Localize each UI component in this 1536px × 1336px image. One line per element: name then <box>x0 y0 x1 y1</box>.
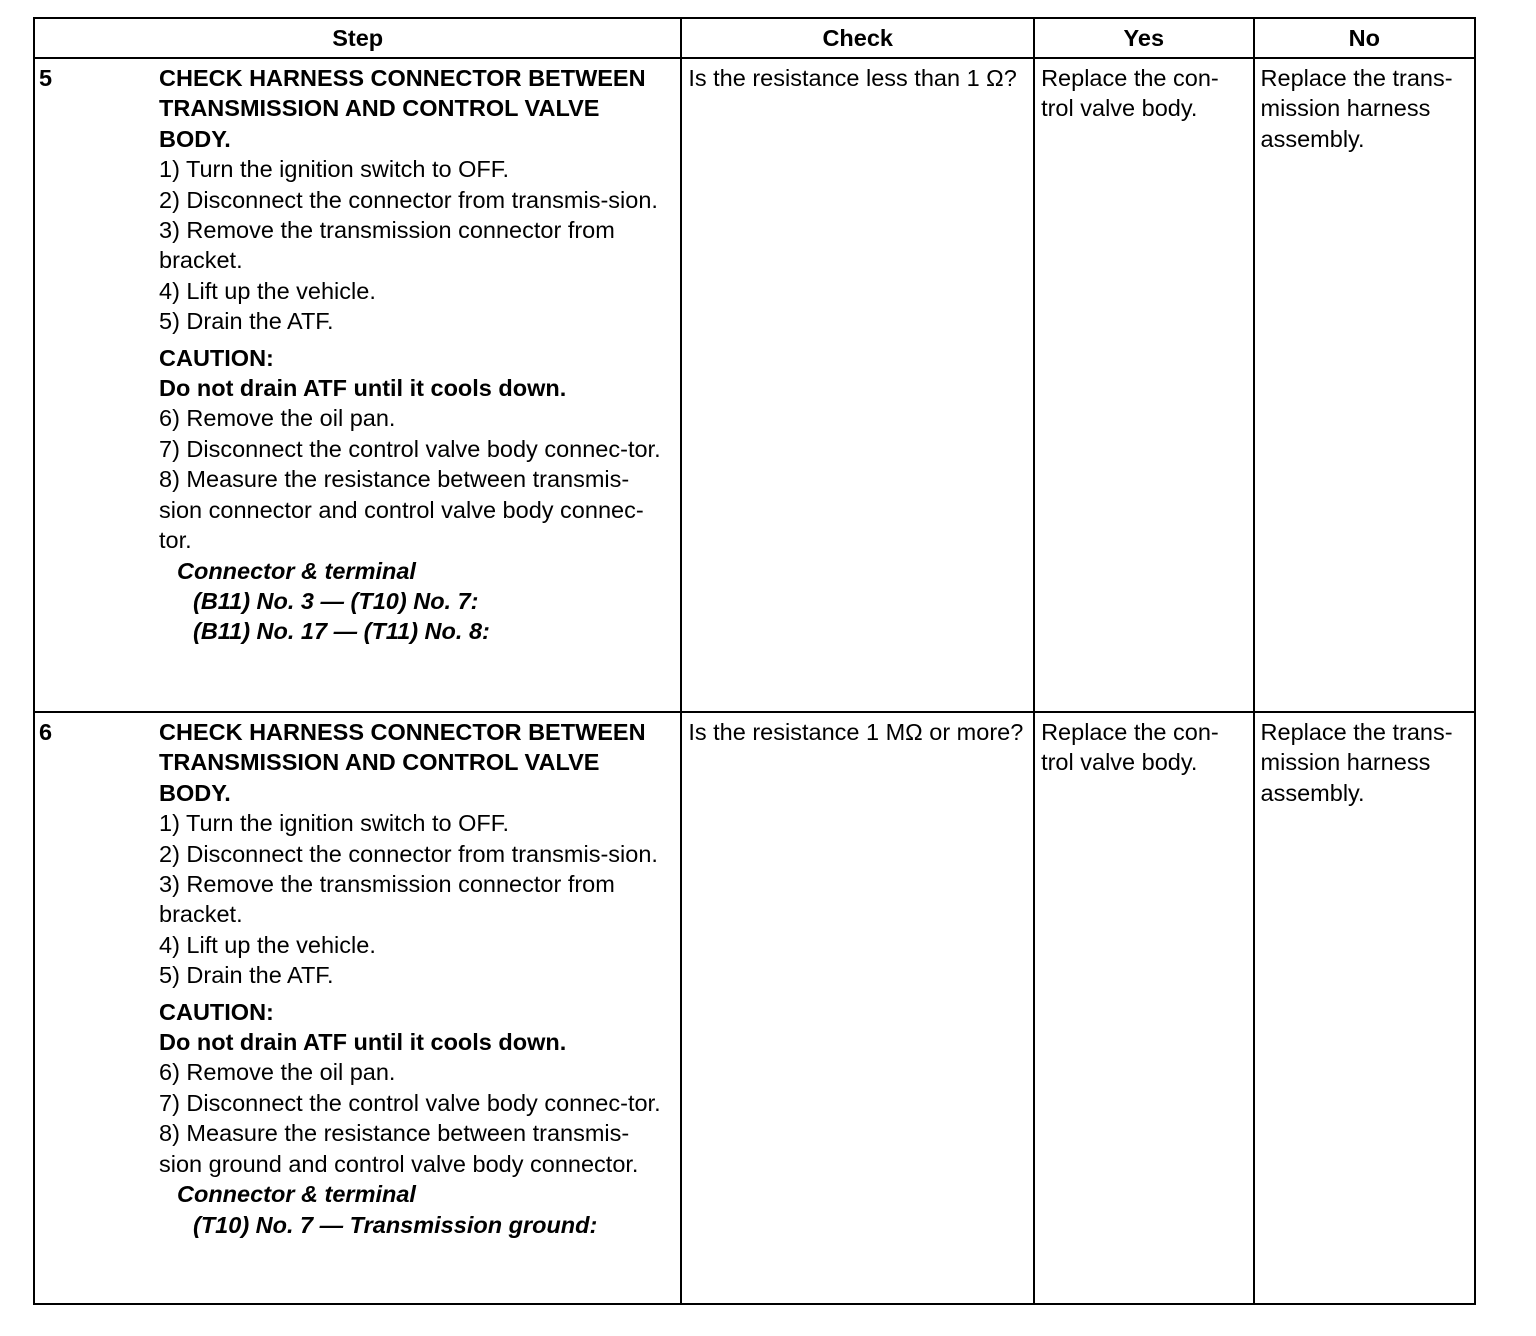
step-instruction: 8) Measure the resistance between transmis-sion ground and control valve body connector. <box>159 1120 639 1177</box>
check-cell: Is the resistance 1 MΩ or more? <box>681 712 1034 1304</box>
table-row <box>34 58 1475 712</box>
step-cell <box>34 58 681 712</box>
step-instruction: 5) Drain the ATF. <box>159 308 334 335</box>
step-instruction: 1) Turn the ignition switch to OFF. <box>159 156 510 183</box>
check-cell: Is the resistance less than 1 Ω? <box>681 58 1034 712</box>
connector-title: Connector & terminal <box>177 1181 416 1208</box>
step-body <box>159 63 670 647</box>
caution-text: Do not drain ATF until it cools down. <box>159 1029 567 1056</box>
step-instruction: 7) Disconnect the control valve body connec-tor. <box>159 1089 661 1116</box>
diagnostic-table <box>33 17 1476 1305</box>
connector-title: Connector & terminal <box>177 557 416 584</box>
step-instruction: 1) Turn the ignition switch to OFF. <box>159 810 510 837</box>
header-check: Check <box>681 18 1034 58</box>
connector-line: (B11) No. 3 — (T10) No. 7: <box>193 587 479 614</box>
header-no: No <box>1254 18 1475 58</box>
step-instruction: 6) Remove the oil pan. <box>159 405 396 432</box>
step-instruction: 5) Drain the ATF. <box>159 962 334 989</box>
caution-label: CAUTION: <box>159 998 274 1025</box>
connector-line: (T10) No. 7 — Transmission ground: <box>193 1211 598 1238</box>
step-instruction: 2) Disconnect the connector from transmis-sion. <box>159 840 658 867</box>
step-number: 5 <box>39 65 53 91</box>
header-yes: Yes <box>1034 18 1253 58</box>
caution-text: Do not drain ATF until it cools down. <box>159 375 567 402</box>
caution-label: CAUTION: <box>159 344 274 371</box>
no-cell: Replace the trans-mission harness assembly. <box>1254 712 1475 1304</box>
step-instruction: 2) Disconnect the connector from transmis-sion. <box>159 186 658 213</box>
header-row <box>34 18 1475 58</box>
step-body <box>159 717 670 1240</box>
connector-line: (B11) No. 17 — (T11) No. 8: <box>193 618 490 645</box>
step-instruction: 7) Disconnect the control valve body connec-tor. <box>159 435 661 462</box>
step-instruction: 3) Remove the transmission connector from bracket. <box>159 871 615 928</box>
table-row <box>34 712 1475 1304</box>
step-instruction: 6) Remove the oil pan. <box>159 1059 396 1086</box>
no-cell: Replace the trans-mission harness assembly. <box>1254 58 1475 712</box>
step-title: CHECK HARNESS CONNECTOR BETWEEN TRANSMISSION AND CONTROL VALVE BODY. <box>159 719 646 806</box>
yes-cell: Replace the con-trol valve body. <box>1034 712 1253 1304</box>
step-instruction: 4) Lift up the vehicle. <box>159 277 376 304</box>
header-step: Step <box>34 18 681 58</box>
step-instruction: 8) Measure the resistance between transmis-sion connector and control valve body connec-tor. <box>159 466 644 554</box>
step-cell <box>34 712 681 1304</box>
step-title: CHECK HARNESS CONNECTOR BETWEEN TRANSMISSION AND CONTROL VALVE BODY. <box>159 65 646 152</box>
step-number: 6 <box>39 719 53 745</box>
yes-cell: Replace the con-trol valve body. <box>1034 58 1253 712</box>
step-instruction: 3) Remove the transmission connector from bracket. <box>159 217 615 274</box>
step-instruction: 4) Lift up the vehicle. <box>159 931 376 958</box>
